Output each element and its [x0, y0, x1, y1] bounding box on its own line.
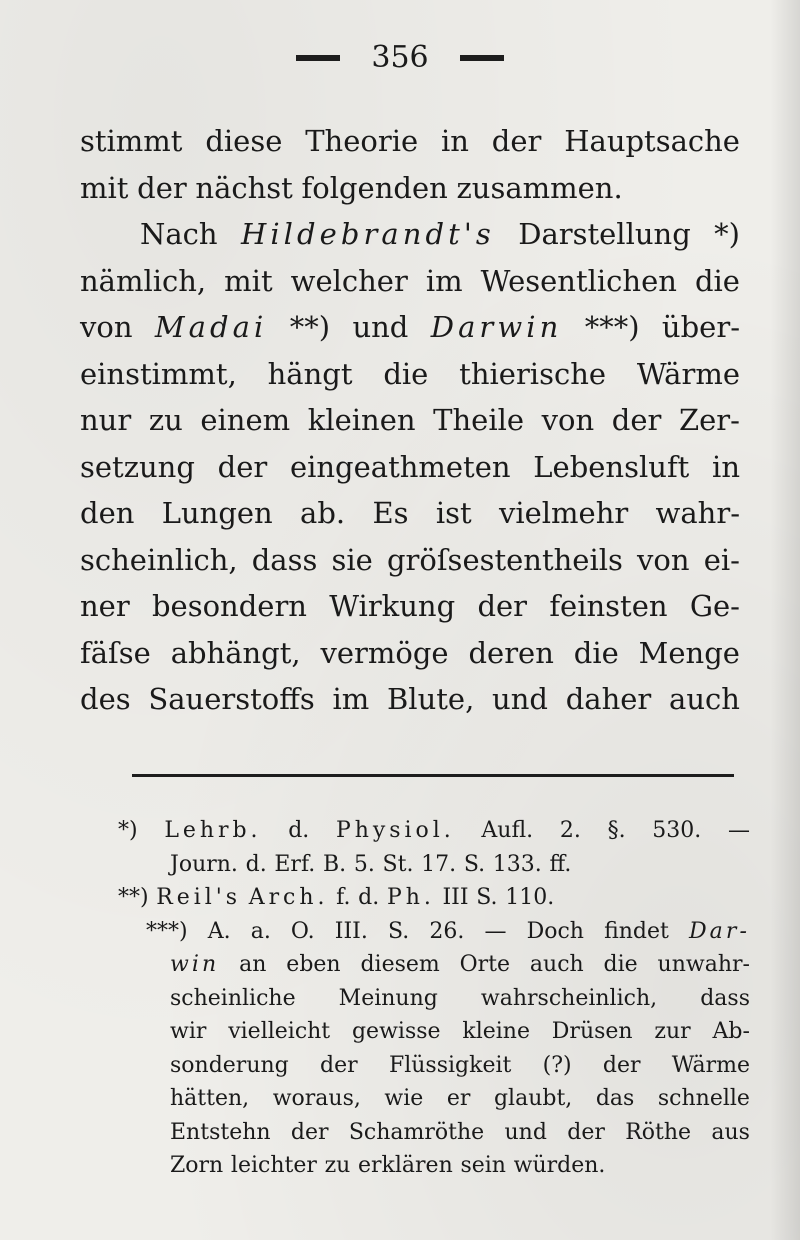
word: der [491, 124, 542, 158]
word: scheinlich, [80, 542, 238, 577]
body-line [80, 211, 740, 258]
word: wahr- [655, 496, 740, 530]
word: Nach [140, 217, 218, 251]
word: von [80, 310, 133, 344]
word: hätten, [170, 1086, 250, 1111]
word: mit [224, 263, 273, 298]
body-line [80, 490, 740, 537]
word: Arch. [248, 885, 329, 910]
word: abhängt, [170, 635, 301, 670]
footnote-marker: ***) [584, 310, 640, 344]
word: ist [435, 496, 472, 530]
word: der [602, 1052, 641, 1078]
footnote-line [118, 982, 750, 1016]
word: thierische [459, 356, 607, 391]
word: kleinen [307, 403, 416, 437]
author-name-madai: Madai [154, 310, 268, 344]
word: das [595, 1086, 635, 1111]
word: Wirkung [329, 589, 456, 623]
word: Schamröthe [348, 1119, 485, 1145]
word: S. [387, 918, 410, 944]
word: im [332, 682, 370, 716]
word: ff. [549, 851, 572, 877]
word: nämlich, [80, 263, 207, 298]
word: wie [384, 1086, 424, 1111]
word: erklären [358, 1153, 453, 1178]
word: setzung [80, 449, 195, 484]
word: eben [286, 952, 341, 977]
body-line [80, 537, 740, 584]
footnote-line [118, 814, 750, 848]
word: 26. [429, 918, 465, 944]
word: 110. [505, 885, 555, 910]
word: glaubt, [493, 1086, 573, 1111]
word: wir [170, 1019, 207, 1044]
word: und [504, 1119, 547, 1145]
footnote-marker: **) [118, 885, 149, 910]
word: f. [336, 885, 351, 910]
word: in [441, 124, 469, 158]
word: Blute, [386, 682, 475, 716]
footnote-line [118, 948, 750, 982]
word: unwahr- [657, 952, 750, 977]
author-name-darwin: win [170, 952, 220, 977]
author-name-hildebrandt: Hildebrandt's [240, 217, 495, 251]
word: den [80, 496, 135, 530]
word: Ph. [386, 885, 435, 910]
footnote-marker: *) [714, 217, 740, 251]
word: zusammen. [456, 170, 623, 205]
header-dash-left [296, 55, 340, 61]
word: gröſsestentheils [386, 542, 623, 577]
word: d. [288, 818, 310, 843]
word: einem [200, 403, 291, 437]
word: — [727, 818, 750, 843]
word: der [320, 1052, 358, 1078]
word: würden. [513, 1153, 606, 1178]
word: Erf. [274, 851, 316, 877]
word: der [567, 1119, 605, 1145]
word: ei- [703, 542, 740, 577]
footnote-line [118, 915, 750, 949]
word: gewisse [351, 1019, 441, 1044]
word: vermöge [320, 635, 449, 670]
word: sie [331, 542, 373, 577]
word: A. [207, 918, 231, 944]
word: über- [661, 310, 740, 344]
page-edge-shadow [770, 0, 800, 1240]
page-header [0, 40, 800, 90]
body-line [80, 397, 740, 444]
word: besondern [151, 589, 307, 623]
word: mit [80, 170, 129, 205]
word: woraus, [272, 1086, 361, 1111]
page-number: 356 [371, 40, 429, 75]
word: die [603, 952, 638, 977]
footnote-marker: *) [118, 818, 138, 843]
word: der [217, 449, 268, 484]
word: fäſse [80, 635, 151, 670]
word: Flüssigkeit [388, 1052, 512, 1078]
word: von [637, 542, 690, 577]
footnote-line [118, 848, 750, 882]
word: d. [358, 885, 380, 910]
body-line [80, 304, 740, 351]
word: leichter [230, 1153, 317, 1178]
word: sonderung [170, 1052, 289, 1078]
word: Journ. [170, 851, 238, 877]
word: welcher [290, 263, 408, 298]
word: Röthe [625, 1119, 692, 1145]
word: Drüsen [551, 1019, 633, 1044]
word: Hauptsache [564, 124, 740, 158]
word: und [492, 682, 548, 716]
word: zu [148, 403, 183, 437]
word: der [290, 1119, 329, 1145]
word: nächst [195, 170, 293, 205]
word: scheinliche [170, 985, 296, 1011]
word: der [477, 589, 528, 623]
word: 5. [353, 851, 375, 877]
word: Lungen [161, 496, 273, 530]
word: von [541, 403, 595, 437]
body-line [80, 165, 740, 212]
word: Wärme [671, 1052, 750, 1078]
word: vielleicht [228, 1019, 331, 1044]
word: O. [290, 918, 315, 944]
word: Aufl. [481, 818, 534, 843]
footnote-marker: ***) [146, 918, 188, 944]
word: (?) [542, 1052, 572, 1078]
word: dass [251, 542, 318, 577]
word: Wärme [636, 356, 740, 391]
word: schnelle [657, 1086, 750, 1111]
word: diese [205, 124, 283, 158]
word: B. [323, 851, 347, 877]
word: zur [654, 1019, 691, 1044]
body-line [80, 630, 740, 677]
footnote-line [118, 1015, 750, 1049]
word: wahrscheinlich, [480, 985, 658, 1011]
word: des [80, 682, 131, 716]
header-dash-right [460, 55, 504, 61]
word: Theorie [305, 124, 419, 158]
word: — [484, 918, 507, 944]
word: Doch [526, 918, 584, 944]
word: daher [565, 682, 652, 716]
word: sein [460, 1153, 506, 1178]
word: auch [669, 682, 740, 716]
word: III [442, 885, 469, 910]
footnote-separator-rule [132, 774, 734, 777]
word: aus [711, 1119, 750, 1145]
word: die [383, 356, 429, 391]
footnotes [118, 814, 750, 1183]
word: III. [334, 918, 368, 944]
body-line [80, 444, 740, 491]
word: vielmehr [498, 496, 629, 530]
word: Lehrb. [164, 818, 262, 843]
author-name-darwin: Darwin [430, 310, 563, 344]
word: der [137, 170, 187, 205]
word: S. [463, 851, 486, 877]
word: Darstellung [518, 217, 691, 251]
word: d. [245, 851, 267, 877]
body-line [80, 583, 740, 630]
word: im [425, 263, 463, 298]
word: folgenden [301, 170, 448, 205]
word: Orte [459, 952, 511, 977]
word: Zer- [678, 403, 740, 437]
word: die [573, 635, 619, 670]
word: Reil's [156, 885, 242, 910]
word: Wesentlichen [480, 263, 677, 298]
word: ab. [300, 496, 346, 530]
word: an [239, 952, 267, 977]
word: findet [604, 918, 669, 944]
body-line [80, 676, 740, 723]
word: auch [529, 952, 584, 977]
body-line [80, 118, 740, 165]
body-text [80, 118, 740, 723]
word: diesem [360, 952, 440, 977]
footnote-line [118, 1116, 750, 1150]
body-line [80, 351, 740, 398]
footnote-line [118, 881, 750, 915]
author-name-darwin: Dar- [688, 918, 750, 944]
word: St. [382, 851, 414, 877]
word: Sauerstoffs [148, 682, 315, 716]
word: 133. [492, 851, 542, 877]
word: der [611, 403, 662, 437]
word: Theile [433, 403, 525, 437]
word: 17. [421, 851, 457, 877]
word: in [712, 449, 740, 484]
word: nur [80, 403, 132, 437]
footnote-line [118, 1049, 750, 1083]
word: Lebensluft [533, 449, 690, 484]
word: 530. [652, 818, 702, 843]
word: stimmt [80, 124, 183, 158]
word: zu [324, 1153, 351, 1178]
word: a. [250, 918, 271, 944]
word: dass [700, 985, 750, 1011]
body-line [80, 258, 740, 305]
word: er [446, 1086, 471, 1111]
word: eingeathmeten [289, 449, 511, 484]
word: Ab- [712, 1019, 750, 1044]
word: feinsten [549, 589, 668, 623]
word: die [694, 263, 740, 298]
word: Meinung [338, 985, 438, 1011]
footnote-line [118, 1149, 750, 1183]
word: §. [607, 818, 626, 843]
word: hängt [267, 356, 353, 391]
footnote-marker: **) [289, 310, 331, 344]
word: deren [468, 635, 554, 670]
word: und [352, 310, 409, 344]
word: einstimmt, [80, 356, 237, 391]
word: ner [80, 589, 130, 623]
footnote-line [118, 1082, 750, 1116]
word: S. [476, 885, 498, 910]
word: Menge [638, 635, 740, 670]
word: Entstehn [170, 1119, 271, 1145]
word: Es [372, 496, 409, 530]
word: kleine [462, 1019, 530, 1044]
word: Zorn [170, 1153, 224, 1178]
word: Physiol. [335, 818, 455, 843]
word: Ge- [689, 589, 740, 623]
word: 2. [559, 818, 581, 843]
